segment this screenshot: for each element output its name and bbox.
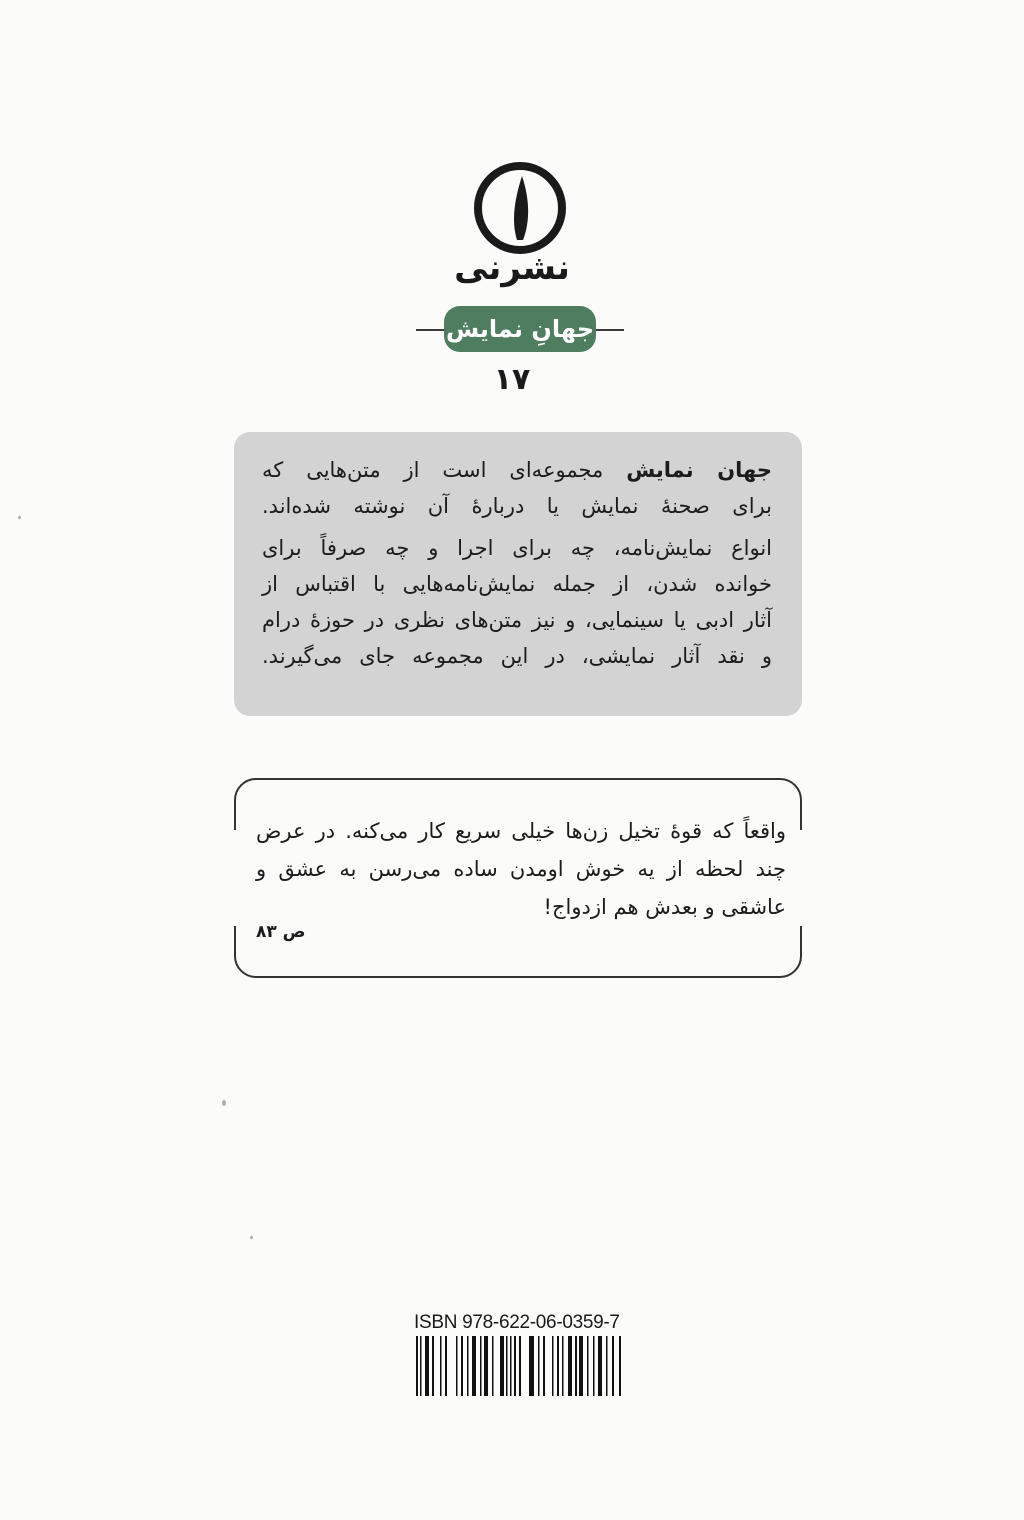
isbn-label: ISBN 978-622-06-0359-7 bbox=[414, 1312, 620, 1333]
description-line: جهان نمایش مجموعه‌ای است از متن‌هایی که bbox=[262, 458, 772, 482]
publisher-name: نشرنی bbox=[454, 248, 570, 288]
publisher-logo-icon bbox=[472, 160, 568, 256]
quote-line: واقعاً که قوهٔ تخیل زن‌ها خیلی سریع کار می‌کنه. در عرض bbox=[256, 819, 786, 843]
scan-speck bbox=[18, 516, 21, 519]
quote-line: عاشقی و بعدش هم ازدواج! bbox=[543, 895, 786, 919]
description-line: برای صحنهٔ نمایش یا دربارهٔ آن نوشته شده‌اند. bbox=[262, 494, 772, 518]
description-line: و نقد آثار نمایشی، در این مجموعه جای می‌گیرند. bbox=[262, 644, 772, 668]
quote-page-reference: ص ۸۳ bbox=[256, 922, 306, 942]
description-line: خوانده شدن، از جمله نمایش‌نامه‌هایی با اقتباس از bbox=[262, 572, 772, 596]
series-number: ۱۷ bbox=[493, 362, 531, 397]
description-line: آثار ادبی یا سینمایی، و نیز متن‌های نظری در حوزهٔ درام bbox=[262, 608, 772, 632]
barcode-icon bbox=[416, 1336, 624, 1396]
scan-speck bbox=[250, 1236, 253, 1239]
series-title-pill: جهانِ نمایش bbox=[444, 306, 596, 352]
scan-speck bbox=[222, 1100, 226, 1106]
quote-line: چند لحظه از یه خوش اومدن ساده می‌رسن به عشق و bbox=[256, 857, 786, 881]
series-name-bold: جهان نمایش bbox=[626, 458, 772, 482]
quote-text bbox=[256, 812, 786, 926]
description-line: انواع نمایش‌نامه، چه برای اجرا و چه صرفاً برای bbox=[262, 536, 772, 560]
series-description-box bbox=[234, 432, 802, 716]
series-label bbox=[416, 306, 624, 354]
